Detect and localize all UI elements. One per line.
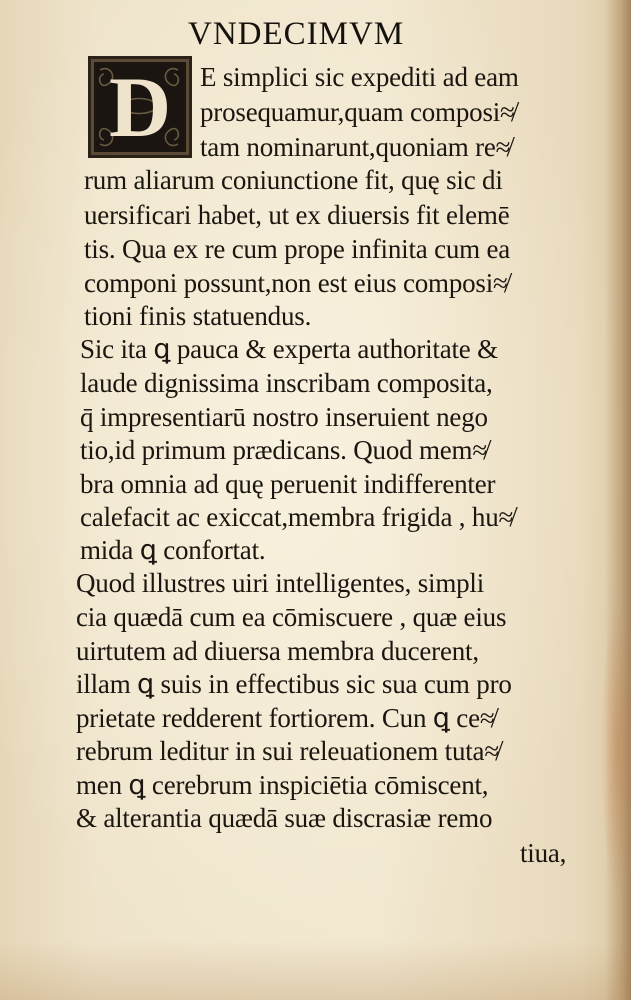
- text-line: prietate redderent fortiorem. Cun ꝗ ce≉: [76, 703, 495, 733]
- initial-letter: D: [108, 59, 172, 155]
- text-line: Sic ita ꝗ pauca & experta authoritate &: [80, 334, 498, 364]
- text-line: calefacit ac exiccat,membra frigida , hu≉: [80, 502, 514, 532]
- text-line: bra omnia ad quę peruenit indifferenter: [80, 469, 496, 499]
- catchword: tiua,: [520, 838, 567, 868]
- text-line: cia quædā cum ea cōmiscuere , quæ eius: [76, 602, 507, 632]
- text-line: E simplici sic expediti ad eam: [200, 62, 519, 92]
- text-line: componi possunt,non est eius composi≉: [84, 268, 508, 298]
- text-line: uirtutem ad diuersa membra ducerent,: [76, 636, 479, 666]
- text-line: & alterantia quædā suæ discrasiæ remo: [76, 803, 493, 833]
- text-line: prosequamur,quam composi≉: [200, 97, 515, 127]
- decorated-initial: [88, 56, 192, 158]
- text-line: Quod illustres uiri intelligentes, simpli: [76, 568, 485, 598]
- text-line: tioni finis statuendus.: [84, 301, 312, 331]
- text-line: rum aliarum coniunctione fit, quę sic di: [84, 165, 503, 195]
- text-line: illam ꝗ suis in effectibus sic sua cum pro: [76, 669, 512, 699]
- text-line: laude dignissima inscribam composita,: [80, 368, 493, 398]
- text-line: q̄ impresentiarū nostro inseruient nego: [80, 402, 488, 432]
- text-line: tam nominarunt,quoniam re≉: [200, 132, 511, 162]
- paper-stain: [600, 600, 630, 900]
- text-line: rebrum leditur in sui releuationem tuta≉: [76, 736, 499, 766]
- running-header: VNDECIMVM: [188, 16, 405, 52]
- text-line: men ꝗ cerebrum inspiciētia cōmiscent,: [76, 770, 489, 800]
- page-bottom-shade: [0, 940, 631, 1000]
- text-line: tio,id primum prædicans. Quod mem≉: [80, 435, 487, 465]
- text-line: uersificari habet, ut ex diuersis fit elemē: [84, 200, 510, 230]
- text-line: mida ꝗ confortat.: [80, 535, 266, 565]
- text-line: tis. Qua ex re cum prope infinita cum ea: [84, 234, 511, 264]
